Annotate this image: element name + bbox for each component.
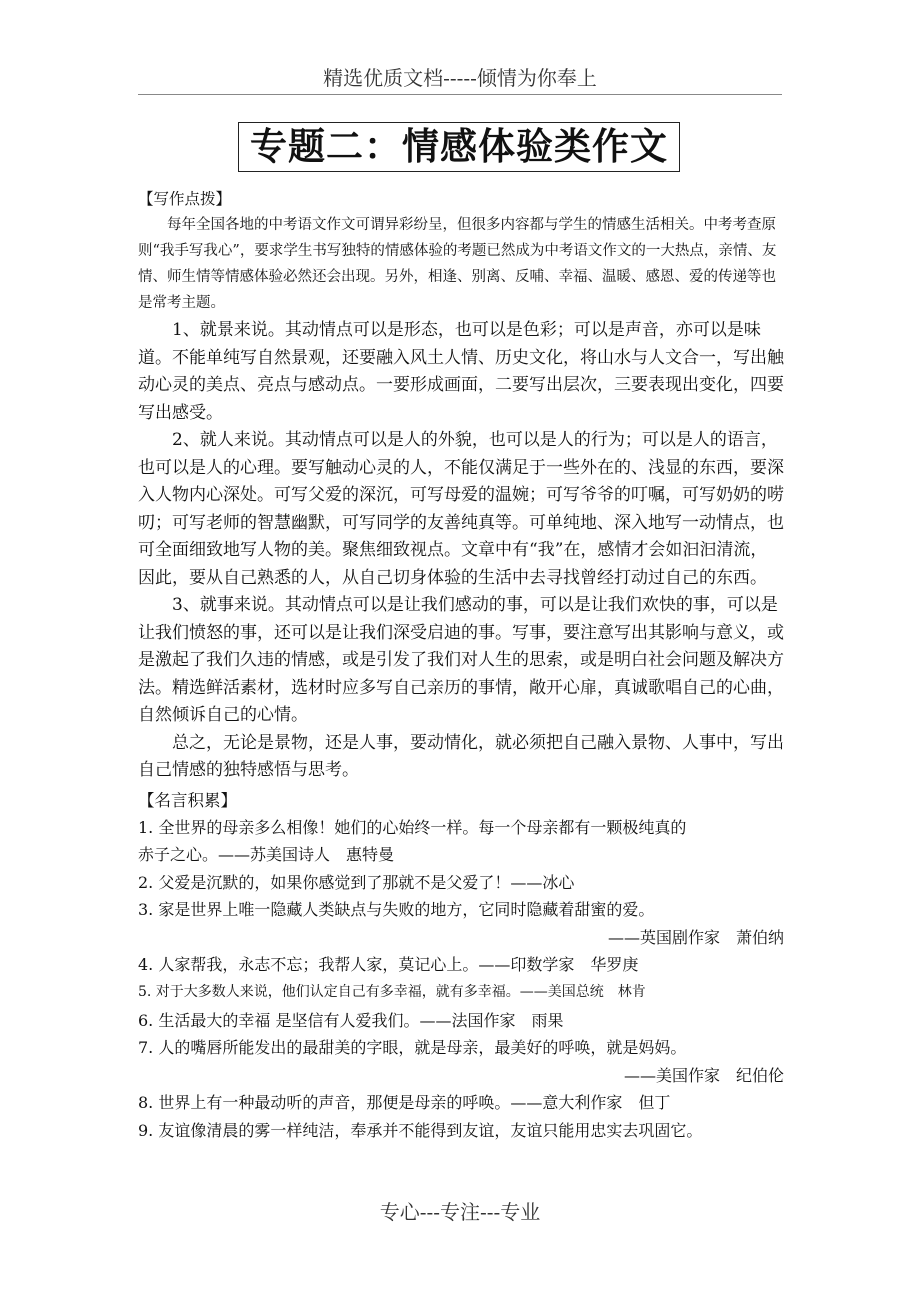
document-body: [138, 186, 784, 1145]
tip-paragraph-people: 2、就人来说。其动情点可以是人的外貌，也可以是人的行为；可以是人的语言，也可以是人的心理。要写触动心灵的人，不能仅满足于一些外在的、浅显的东西，要深入人物内心深处。可写父爱的深沉，可写母爱的温婉；可写爷爷的叮嘱，可写奶奶的唠叨；可写老师的智慧幽默，可写同学的友善纯真等。可单纯地、深入地写一动情点，也可全面细致地写人物的美。聚焦细致视点。文章中有“我”在，感情才会如汩汩清流，因此，要从自己熟悉的人，从自己切身体验的生活中去寻找曾经打动过自己的东西。: [138, 430, 784, 588]
quote-item-8: 8. 世界上有一种最动听的声音，那便是母亲的呼唤。——意大利作家 但丁: [138, 1093, 671, 1113]
writing-tips-intro: 每年全国各地的中考语文作文可谓异彩纷呈，但很多内容都与学生的情感生活相关。中考考查原则“我手写我心”，要求学生书写独特的情感体验的考题已然成为中考语文作文的一大热点，亲情、友情、师生情等情感体验必然还会出现。另外，相逢、别离、反哺、幸福、温暖、感恩、爱的传递等也是常考主题。: [138, 217, 777, 311]
quotes-heading: 【名言积累】: [138, 790, 237, 810]
quote-item-7-attribution: ——美国作家 纪伯伦: [623, 1065, 784, 1085]
quotes-list: [138, 814, 784, 1145]
document-title: 专题二：情感体验类作文: [238, 122, 680, 172]
quote-item-4: 4. 人家帮我，永志不忘；我帮人家，莫记心上。——印数学家 华罗庚: [138, 955, 639, 975]
writing-tips-paragraphs: [138, 317, 784, 785]
writing-tips-heading: 【写作点拨】: [138, 190, 232, 208]
quote-item-5: 5. 对于大多数人来说，他们认定自己有多幸福，就有多幸福。——美国总统 林肯: [138, 984, 646, 1001]
header-divider: [138, 94, 782, 95]
tip-paragraph-events: 3、就事来说。其动情点可以是让我们感动的事，可以是让我们欢快的事，可以是让我们愤怒的事，还可以是让我们深受启迪的事。写事，要注意写出其影响与意义，或是激起了我们久违的情感，或是引发了我们对人生的思索，或是明白社会问题及解决方法。精选鲜活素材，选材时应多写自己亲历的事情，敞开心扉，真诚歌唱自己的心曲，自然倾诉自己的心情。: [138, 595, 784, 725]
quote-item-1-cont: 赤子之心。——苏美国诗人 惠特曼: [138, 845, 395, 865]
quote-item-9: 9. 友谊像清晨的雾一样纯洁，奉承并不能得到友谊，友谊只能用忠实去巩固它。: [138, 1121, 703, 1141]
tip-paragraph-summary: 总之，无论是景物，还是人事，要动情化，就必须把自己融入景物、人事中，写出自己情感的独特感悟与思考。: [138, 732, 784, 780]
quote-item-3-attribution: ——英国剧作家 萧伯纳: [607, 927, 784, 947]
writing-tips-intro-block: [138, 212, 784, 316]
quote-item-7: 7. 人的嘴唇所能发出的最甜美的字眼，就是母亲，最美好的呼唤，就是妈妈。: [138, 1038, 687, 1058]
quote-item-6: 6. 生活最大的幸福 是坚信有人爱我们。——法国作家 雨果: [138, 1010, 564, 1030]
tip-paragraph-scenery: 1、就景来说。其动情点可以是形态，也可以是色彩；可以是声音，亦可以是味道。不能单纯写自然景观，还要融入风土人情、历史文化，将山水与人文合一，写出触动心灵的美点、亮点与感动点。一要形成画面，二要写出层次，三要表现出变化，四要写出感受。: [138, 320, 784, 423]
quote-item-2: 2. 父爱是沉默的，如果你感觉到了那就不是父爱了！——冰心: [138, 872, 575, 892]
quote-item-3: 3. 家是世界上唯一隐藏人类缺点与失败的地方，它同时隐藏着甜蜜的爱。: [138, 900, 655, 920]
quote-item-1: 1. 全世界的母亲多么相像！她们的心始终一样。每一个母亲都有一颗极纯真的: [138, 817, 687, 837]
page-footer: 专心---专注---专业: [379, 1200, 541, 1224]
page-header: 精选优质文档-----倾情为你奉上: [323, 66, 597, 90]
